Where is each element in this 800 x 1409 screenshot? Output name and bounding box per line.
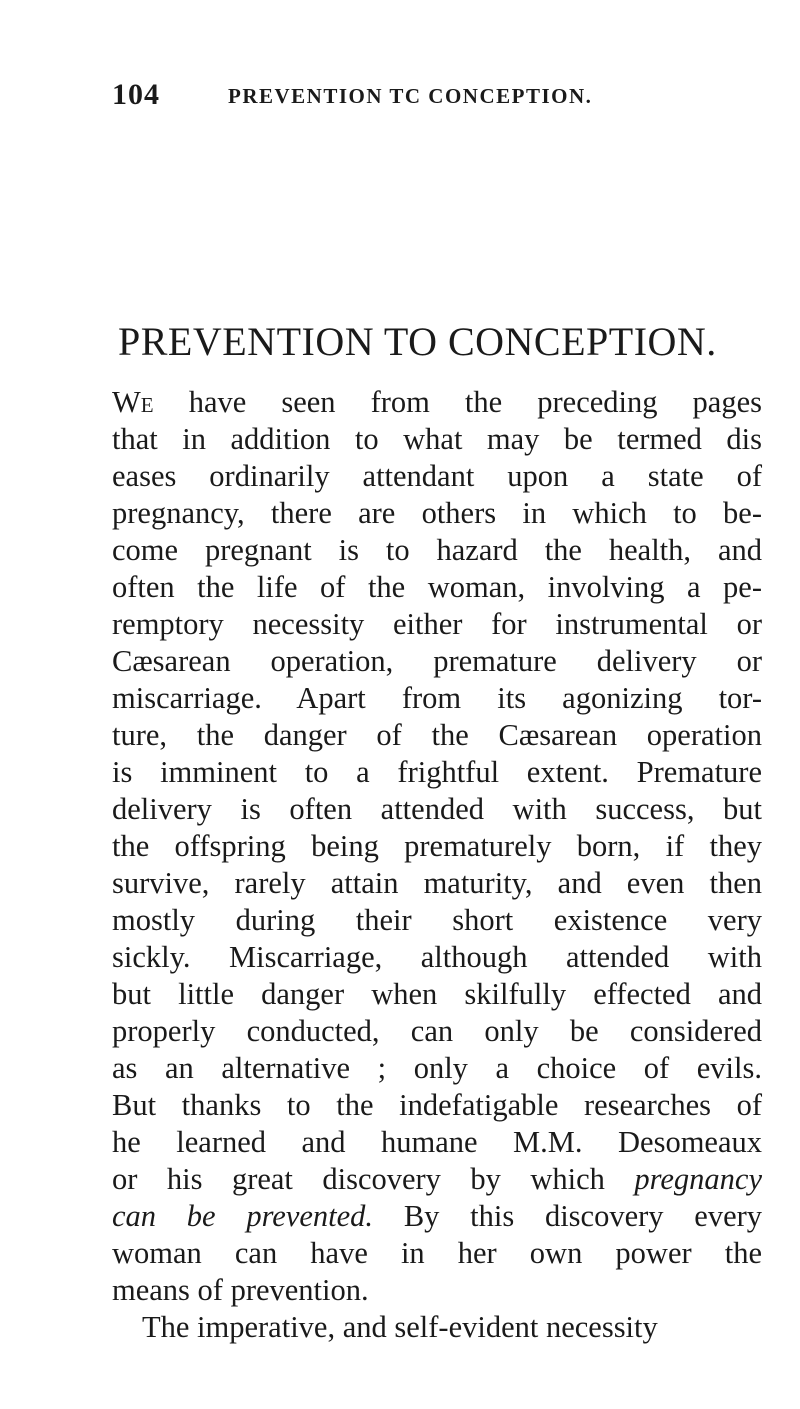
text-line: often the life of the woman, involving a pe-	[112, 570, 762, 604]
text-line: But thanks to the indefatigable researches of	[112, 1088, 762, 1122]
text-line: means of prevention.	[112, 1273, 369, 1307]
text-line: can be prevented. By this discovery every	[112, 1199, 763, 1233]
text-line: miscarriage. Apart from its agonizing tor-	[112, 681, 762, 715]
text-line: properly conducted, can only be considered	[112, 1014, 762, 1048]
text-line: ture, the danger of the Cæsarean operation	[112, 718, 762, 752]
text-line: but little danger when skilfully effected and	[112, 977, 762, 1011]
text-line: remptory necessity either for instrumental or	[112, 607, 762, 641]
page-number: 104	[112, 78, 160, 111]
chapter-title: PREVENTION TO CONCEPTION.	[118, 319, 717, 364]
running-head	[112, 78, 672, 118]
text-line: come pregnant is to hazard the health, and	[112, 533, 762, 567]
emphasis-text: pregnancy	[634, 1162, 762, 1196]
opening-word: We	[112, 385, 154, 419]
text-line: We have seen from the preceding pages	[112, 385, 762, 419]
text-line: mostly during their short existence very	[112, 903, 762, 937]
text-line: that in addition to what may be termed dis	[112, 422, 762, 456]
text-line: he learned and humane M.M. Desomeaux	[112, 1125, 762, 1159]
text-line: sickly. Miscarriage, although attended with	[112, 940, 762, 974]
text-line: delivery is often attended with success, but	[112, 792, 762, 826]
text-line: as an alternative ; only a choice of evils.	[112, 1051, 762, 1085]
text-line: or his great discovery by which pregnancy	[112, 1162, 762, 1196]
text-line: pregnancy, there are others in which to be-	[112, 496, 762, 530]
body-paragraph	[112, 384, 762, 1346]
running-title: PREVENTION TC CONCEPTION.	[228, 84, 593, 108]
emphasis-text: can be prevented.	[112, 1199, 374, 1233]
text-line: survive, rarely attain maturity, and even then	[112, 866, 762, 900]
text-line: The imperative, and self-evident necessity	[142, 1310, 658, 1344]
text-line: eases ordinarily attendant upon a state of	[112, 459, 762, 493]
text-line: is imminent to a frightful extent. Premature	[112, 755, 762, 789]
text-line: Cæsarean operation, premature delivery or	[112, 644, 762, 678]
text-line: woman can have in her own power the	[112, 1236, 762, 1270]
text-line: the offspring being prematurely born, if they	[112, 829, 762, 863]
